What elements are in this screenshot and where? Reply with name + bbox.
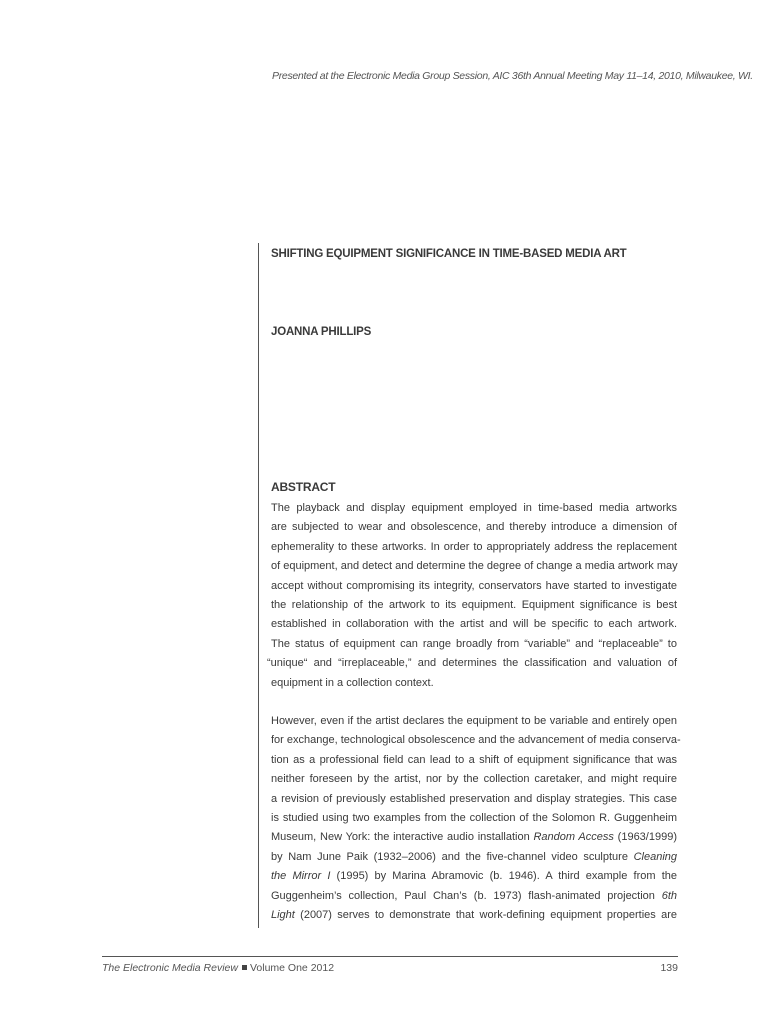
text-line: The status of equipment can range broadly from “variable” and “replaceable” to: [271, 637, 677, 650]
text-line: However, even if the artist declares the equipment to be variable and entirely open: [271, 715, 677, 727]
artwork-title: the Mirror I: [271, 870, 331, 883]
page-number: 139: [660, 962, 678, 974]
square-bullet-icon: [242, 965, 247, 970]
footer-rule: [102, 956, 678, 957]
artwork-title: Light: [271, 909, 295, 922]
text-line: [271, 848, 677, 867]
text-line: accept without compromising its integrity, conservators have started to investigate: [271, 579, 677, 592]
artwork-title: Cleaning: [633, 850, 677, 863]
text-line: [271, 887, 677, 906]
text-line: established in collaboration with the artist and will be specific to each artwork.: [271, 618, 677, 631]
author-name: JOANNA PHILLIPS: [271, 326, 372, 338]
line-text: (1995) by Marina Abramovic (b. 1946). A third example from the: [330, 870, 677, 883]
line-text: Guggenheim’s collection, Paul Chan’s (b. 1973) flash-animated projection: [271, 889, 662, 902]
text-line: “unique“ and “irreplaceable,” and determines the classification and valuation of: [267, 657, 677, 670]
abstract-heading: ABSTRACT: [271, 480, 336, 494]
text-line: The playback and display equipment employed in time-based media artworks: [271, 502, 677, 514]
text-line: a revision of previously established preservation and display strategies. This case: [271, 792, 677, 805]
artwork-title: Random Access: [533, 831, 614, 844]
text-line: for exchange, technological obsolescence and the advancement of media conserva-: [271, 734, 681, 747]
text-line: [271, 906, 677, 925]
line-text: (1963/1999): [613, 831, 677, 844]
text-line: of equipment, and detect and determine the degree of change a media artwork may: [271, 560, 678, 573]
volume-label: Volume One 2012: [249, 962, 335, 974]
text-line: [271, 828, 677, 847]
presentation-note: Presented at the Electronic Media Group Session, AIC 36th Annual Meeting May 11–14, 2010, Milwaukee, WI.: [272, 70, 753, 82]
line-text: (2007) serves to demonstrate that work-defining equipment properties are: [294, 909, 677, 922]
text-line: [271, 867, 677, 886]
abstract-paragraph-1: [267, 499, 678, 693]
line-text: by Nam June Paik (1932–2006) and the five-channel video sculpture: [271, 850, 634, 863]
footer-journal-info: [102, 962, 334, 974]
artwork-title: 6th: [661, 889, 677, 902]
text-line: ephemerality to these artworks. In order to appropriately address the replacement: [271, 540, 677, 553]
article-title: SHIFTING EQUIPMENT SIGNIFICANCE IN TIME-BASED MEDIA ART: [271, 248, 627, 260]
text-line: equipment in a collection context.: [271, 676, 434, 689]
text-line: the relationship of the artwork to its equipment. Equipment significance is best: [271, 599, 677, 612]
text-line: tion as a professional field can lead to a shift of equipment significance that was: [271, 753, 677, 766]
text-line: is studied using two examples from the collection of the Solomon R. Guggenheim: [271, 812, 677, 825]
margin-rule: [258, 243, 259, 928]
journal-name: The Electronic Media Review: [102, 962, 238, 974]
abstract-paragraph-2: [271, 712, 681, 925]
text-line: are subjected to wear and obsolescence, and thereby introduce a dimension of: [271, 521, 677, 534]
line-text: Museum, New York: the interactive audio installation: [271, 831, 534, 844]
text-line: neither foreseen by the artist, nor by the collection caretaker, and might require: [271, 773, 677, 786]
